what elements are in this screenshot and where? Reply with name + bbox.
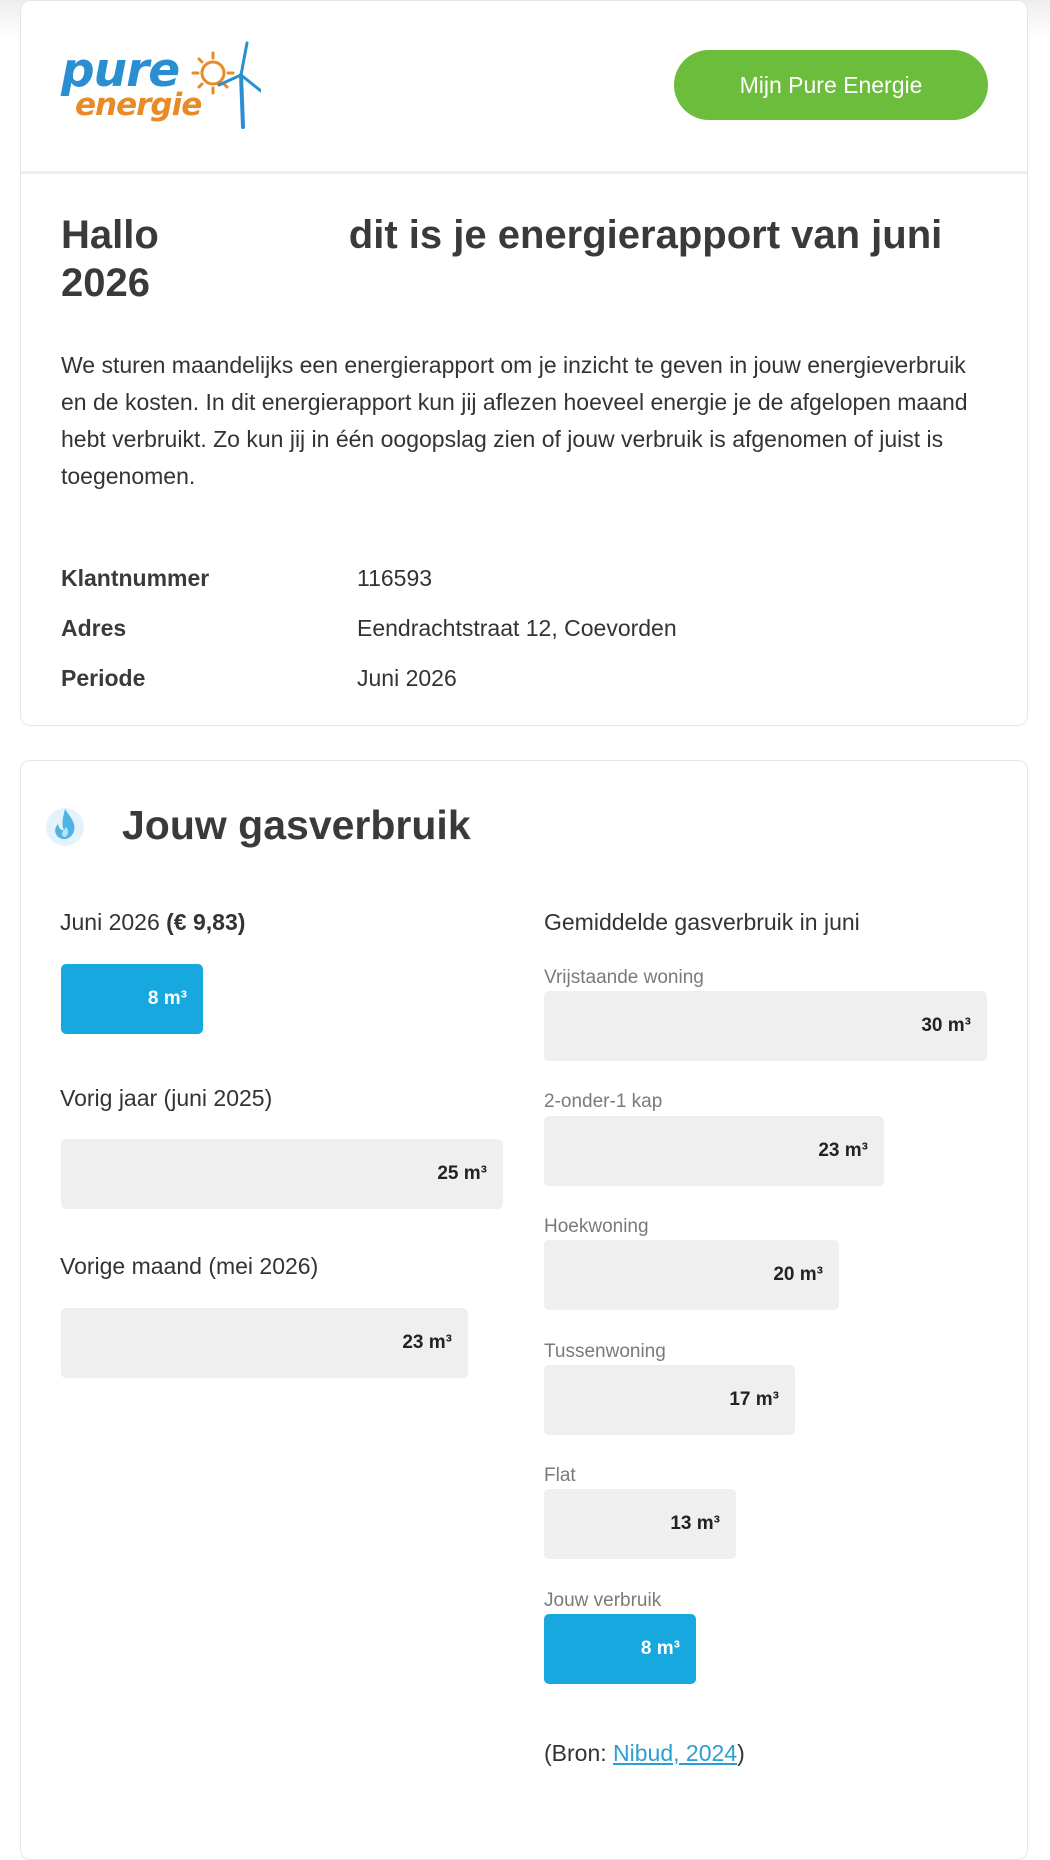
avg-label-vrijstaand: Vrijstaande woning [544, 967, 704, 988]
source-prefix: (Bron: [544, 1740, 614, 1766]
logo-pure-text: pure [61, 43, 180, 98]
current-usage-bar: 8 m³ [61, 964, 203, 1034]
last-year-label: Vorig jaar (juni 2025) [60, 1085, 273, 1111]
gas-section-header [40, 800, 471, 850]
greeting-hello: Hallo [61, 213, 159, 257]
source-suffix: ) [737, 1740, 745, 1766]
current-month-label [60, 909, 245, 936]
current-cost: (€ 9,83) [166, 909, 246, 935]
avg-label-jouw-verbruik: Jouw verbruik [544, 1590, 662, 1611]
avg-bar-flat: 13 m³ [544, 1489, 736, 1559]
avg-label-hoekwoning: Hoekwoning [544, 1216, 649, 1237]
intro-text: We sturen maandelijks een energierapport om je inzicht te geven in jouw energieverbruik en de kosten. In dit energierapport kun jij aflezen hoeveel energie je de afgelopen maand hebt verbruikt. Zo kun jij in één oogopslag zien of jouw verbruik is afgenomen of juist is toegenomen. [61, 352, 968, 489]
greeting-title: dit is je energierapport van juni 2026 [61, 213, 943, 305]
avg-bar-vrijstaand: 30 m³ [544, 991, 987, 1061]
flame-icon [40, 800, 90, 850]
average-usage-title: Gemiddelde gasverbruik in juni [544, 909, 860, 935]
avg-bar-hoekwoning: 20 m³ [544, 1240, 839, 1310]
customer-row [61, 553, 961, 603]
mijn-pure-energie-button[interactable]: Mijn Pure Energie [674, 50, 988, 120]
customer-info-table [61, 553, 961, 703]
avg-bar-2-onder-1-kap: 23 m³ [544, 1116, 884, 1186]
logo-energie-text: energie [75, 87, 202, 123]
info-label: Periode [61, 664, 146, 691]
info-value: Eendrachtstraat 12, Coevorden [357, 614, 677, 641]
current-period: Juni 2026 [60, 909, 160, 935]
last-year-usage-bar: 25 m³ [61, 1139, 503, 1209]
last-month-usage-bar: 23 m³ [61, 1308, 468, 1378]
pure-energie-logo[interactable] [61, 39, 261, 135]
info-label: Klantnummer [61, 564, 210, 591]
info-value: Juni 2026 [357, 664, 457, 691]
customer-row [61, 603, 961, 653]
avg-label-tussenwoning: Tussenwoning [544, 1341, 666, 1362]
gas-section-title: Jouw gasverbruik [122, 801, 471, 848]
avg-bar-tussenwoning: 17 m³ [544, 1365, 795, 1435]
avg-bar-jouw-verbruik: 8 m³ [544, 1614, 696, 1684]
source-note [544, 1740, 745, 1767]
customer-row [61, 653, 961, 703]
avg-label-2-onder-1-kap: 2-onder-1 kap [544, 1091, 663, 1112]
report-title [61, 211, 1001, 307]
nibud-source-link[interactable]: Nibud, 2024 [613, 1740, 738, 1766]
wind-turbine-sun-icon [181, 39, 261, 129]
last-month-label: Vorige maand (mei 2026) [60, 1253, 319, 1279]
report-intro-card [20, 0, 1028, 726]
email-header [21, 1, 1027, 174]
info-label: Adres [61, 614, 127, 641]
info-value: 116593 [357, 564, 433, 591]
avg-label-flat: Flat [544, 1465, 576, 1486]
